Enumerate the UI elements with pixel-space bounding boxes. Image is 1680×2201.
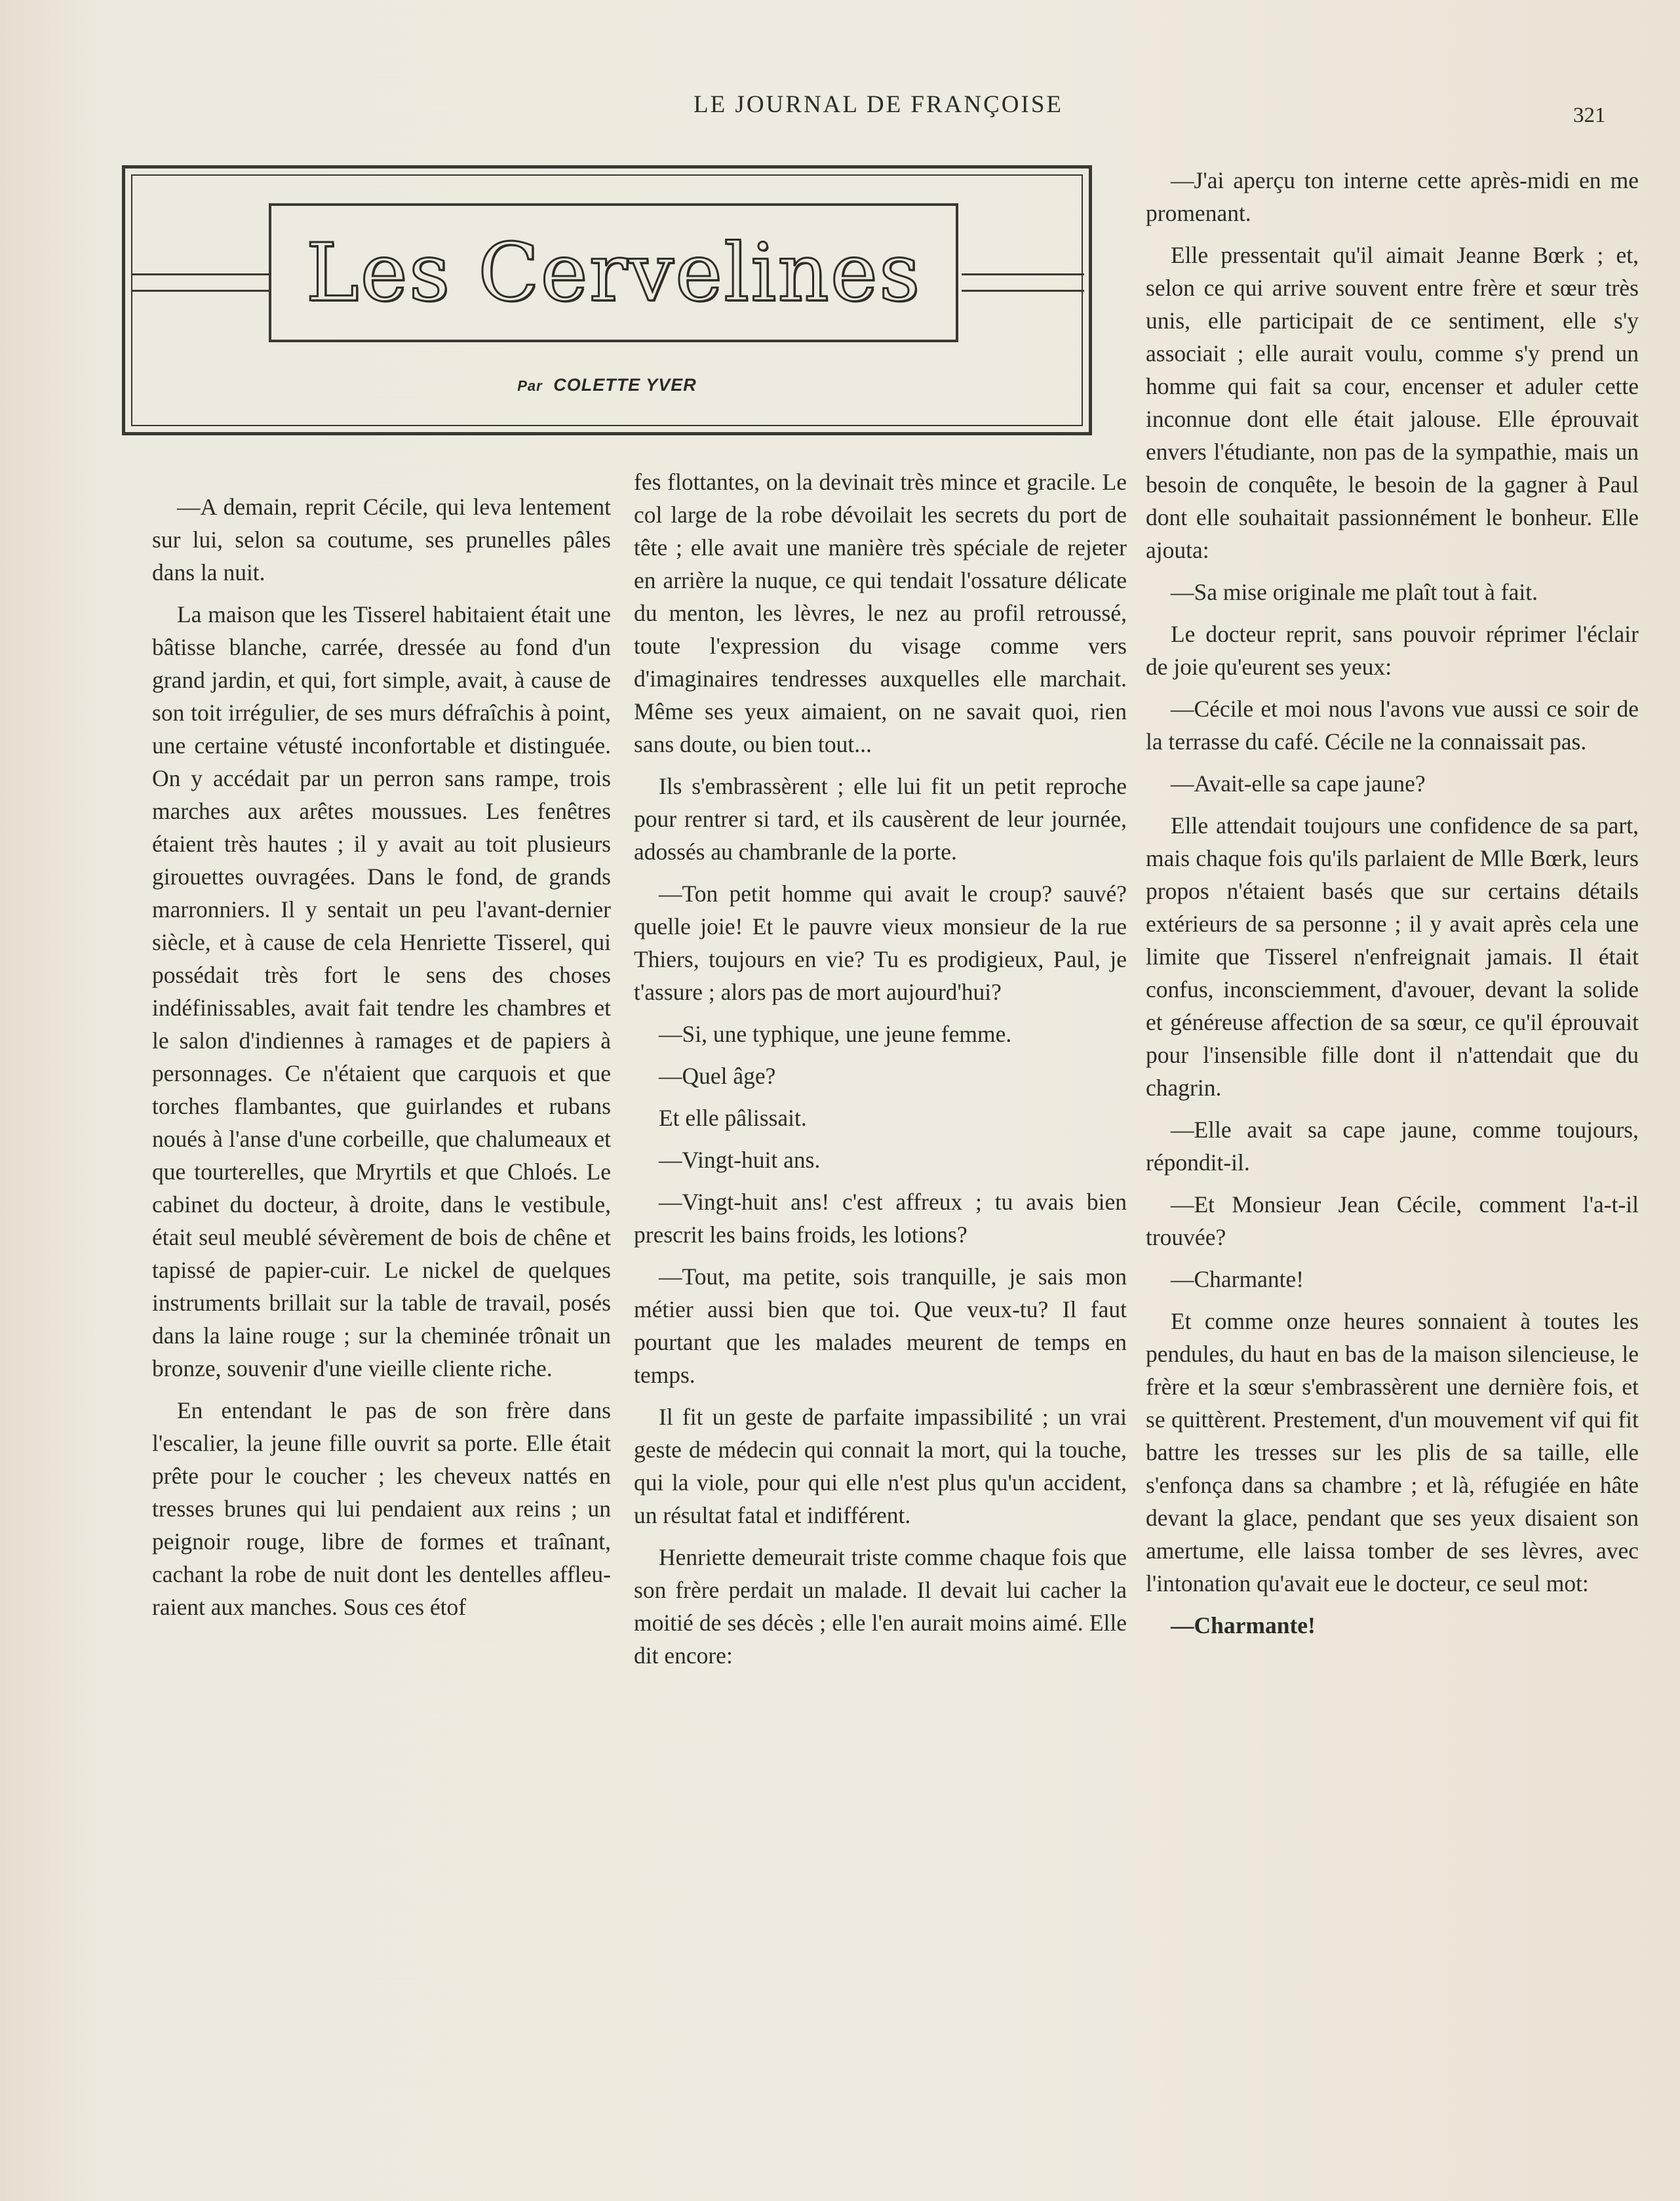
paragraph: fes flottantes, on la devinait très mince et gracile. Le col large de la robe dévoilait les secrets du port de tête ; elle avait une manière très spéciale de rejeter en arrière la nuque, ce qui tendait l'ossature délicate du menton, les lèvres, le nez au profil retroussé, toute l'expression du visage comme vers d'imaginaires tendresses auxquelles elle marchait. Même ses yeux aimaient, on ne savait quoi, rien sans doute, ou bien tout... bbox=[634, 469, 1127, 757]
paragraph: —Sa mise originale me plaît tout à fait. bbox=[1171, 579, 1538, 605]
paragraph: Le docteur reprit, sans pouvoir réprimer l'éclair de joie qu'eurent ses yeux: bbox=[1146, 621, 1639, 680]
paragraph: —Tout, ma petite, sois tranquille, je sais mon métier aussi bien que toi. Que veux-tu? Il faut pourtant que les malades meurent de temps en temps. bbox=[634, 1263, 1127, 1388]
paragraph: —A demain, reprit Cécile, qui leva lentement sur lui, selon sa coutume, ses prunelles pâles dans la nuit. bbox=[152, 494, 611, 585]
paragraph: —Et Monsieur Jean Cécile, comment l'a-t-il trouvée? bbox=[1146, 1191, 1639, 1250]
title-rule-left bbox=[131, 273, 272, 292]
paragraph: —J'ai aperçu ton interne cette après-midi en me promenant. bbox=[1146, 167, 1639, 226]
paragraph: Henriette demeurait triste comme chaque fois que son frère perdait un malade. Il devait lui cacher la moitié de ses décès ; elle l'en aurait moins aimé. Elle dit encore: bbox=[634, 1544, 1127, 1669]
paragraph: Elle pressentait qu'il aimait Jeanne Bœrk ; et, selon ce qui arrive souvent entre frère et sœur très unis, elle participait de ce sentiment, elle s'y associait ; elle aurait voulu, comme s'y prend un homme qui fait sa cour, encenser et aduler cette inconnue dont elle était jalouse. Elle éprouvait envers l'étudiante, non pas de la sympathie, mais un besoin de conquête, le besoin de la gagner à Paul dont elle souhaitait passionnément le bonheur. Elle ajouta: bbox=[1146, 242, 1639, 563]
byline-prefix: Par bbox=[517, 378, 543, 394]
paragraph: —Quel âge? bbox=[659, 1063, 776, 1089]
page-number: 321 bbox=[1573, 104, 1606, 127]
article-title: Les Cervelines bbox=[305, 226, 922, 319]
paragraph: Elle attendait toujours une confidence de sa part, mais chaque fois qu'ils parlaient de Mlle Bœrk, leurs propos n'étaient basés que sur certains détails extérieurs de sa personne ; il y avait après cela une limite que Tisserel n'enfreignait jamais. Il était confus, inconsciemment, d'avouer, devant la solide et généreuse affection de sa sœur, ce qu'il éprouvait pour l'insensible fille dont il n'attendait que du chagrin. bbox=[1146, 812, 1639, 1101]
text-column-3 bbox=[1146, 164, 1639, 1651]
running-head: LE JOURNAL DE FRANÇOISE bbox=[693, 91, 1064, 118]
paragraph: —Cécile et moi nous l'avons vue aussi ce soir de la terrasse du café. Cécile ne la connaissait pas. bbox=[1146, 696, 1639, 755]
paragraph: —Elle avait sa cape jaune, comme toujours, répondit-il. bbox=[1146, 1117, 1639, 1176]
paragraph: —Charmante! bbox=[1171, 1266, 1304, 1292]
paragraph: —Vingt-huit ans. bbox=[659, 1147, 821, 1173]
paragraph: Et comme onze heures sonnaient à toutes les pendules, du haut en bas de la maison silencieuse, le frère et la sœur s'embrassèrent une dernière fois, et se quittèrent. Prestement, d'un mouvement vif qui fit battre les tresses sur les plis de sa taille, elle s'enfonça dans sa chambre ; et là, réfugiée en hâte devant la glace, pendant que ses yeux disaient son amertume, elle laissa tomber de ses lèvres, avec l'intonation qu'avait eue le docteur, ce seul mot: bbox=[1146, 1308, 1639, 1596]
paragraph: —Ton petit homme qui avait le croup? sauvé? quelle joie! Et le pauvre vieux monsieur de la rue Thiers, toujours en vie? Tu es prodigieux, Paul, je t'assure ; alors pas de mort aujourd'hui? bbox=[634, 881, 1127, 1005]
text-column-2 bbox=[634, 466, 1127, 1681]
paragraph: —Avait-elle sa cape jaune? bbox=[1171, 770, 1426, 797]
author-name: COLETTE YVER bbox=[553, 375, 697, 395]
closing-line: —Charmante! bbox=[1171, 1612, 1316, 1638]
paragraph: La maison que les Tisserel habitaient était une bâtisse blanche, carrée, dressée au fond d'un grand jardin, et qui, fort simple, avait, à cause de son toit irrégulier, de ses murs défraîchis à point, une certaine vétusté inconfortable et distinguée. On y accédait par un perron sans rampe, trois marches aux arêtes moussues. Les fenêtres étaient très hautes ; il y avait au toit plusieurs girouettes ouvragées. Dans le fond, de grands marronniers. Il y sentait un peu l'avant-dernier siècle, et à cause de cela Henriette Tisserel, qui possédait très fort le sens des choses indéfinissables, avait fait tendre les chambres et le salon d'indiennes à ramages et de papiers à personnages. Ce n'étaient que carquois et que torches flambantes, que guirlandes et rubans noués à l'anse d'une corbeille, que chalumeaux et que tourterelles, que Mryrtils et que Chloés. Le cabinet du docteur, à droite, dans le vestibule, était seul meublé sévèrement de bois de chêne et tapissé de papier-cuir. Le nickel de quelques instruments brillait sur la table de travail, posés dans la laine rouge ; sur la cheminée trônait un bronze, souvenir d'une vieille cliente riche. bbox=[152, 601, 611, 1381]
paragraph: Ils s'embrassèrent ; elle lui fit un petit reproche pour rentrer si tard, et ils causèrent de leur journée, adossés au chambranle de la porte. bbox=[634, 773, 1127, 865]
byline bbox=[122, 375, 1092, 395]
paragraph: En entendant le pas de son frère dans l'escalier, la jeune fille ouvrit sa porte. Elle était prête pour le coucher ; les cheveux nattés en tresses brunes qui lui pendaient aux reins ; un peignoir rouge, libre de formes et traînant, cachant la robe de nuit dont les dentelles affleuraient aux manches. Sous ces étof bbox=[152, 1397, 611, 1620]
paragraph: Et elle pâlissait. bbox=[659, 1105, 807, 1131]
paragraph: —Si, une typhique, une jeune femme. bbox=[659, 1021, 1012, 1047]
text-column-1 bbox=[152, 490, 611, 1633]
title-box bbox=[269, 203, 958, 342]
paragraph: Il fit un geste de parfaite impassibilité ; un vrai geste de médecin qui connait la mort, qui la touche, qui la viole, pour qui elle n'est plus qu'un accident, un résultat fatal et indifférent. bbox=[634, 1404, 1127, 1528]
paragraph: —Vingt-huit ans! c'est affreux ; tu avais bien prescrit les bains froids, les lotions? bbox=[634, 1189, 1127, 1248]
title-rule-right bbox=[962, 273, 1084, 292]
